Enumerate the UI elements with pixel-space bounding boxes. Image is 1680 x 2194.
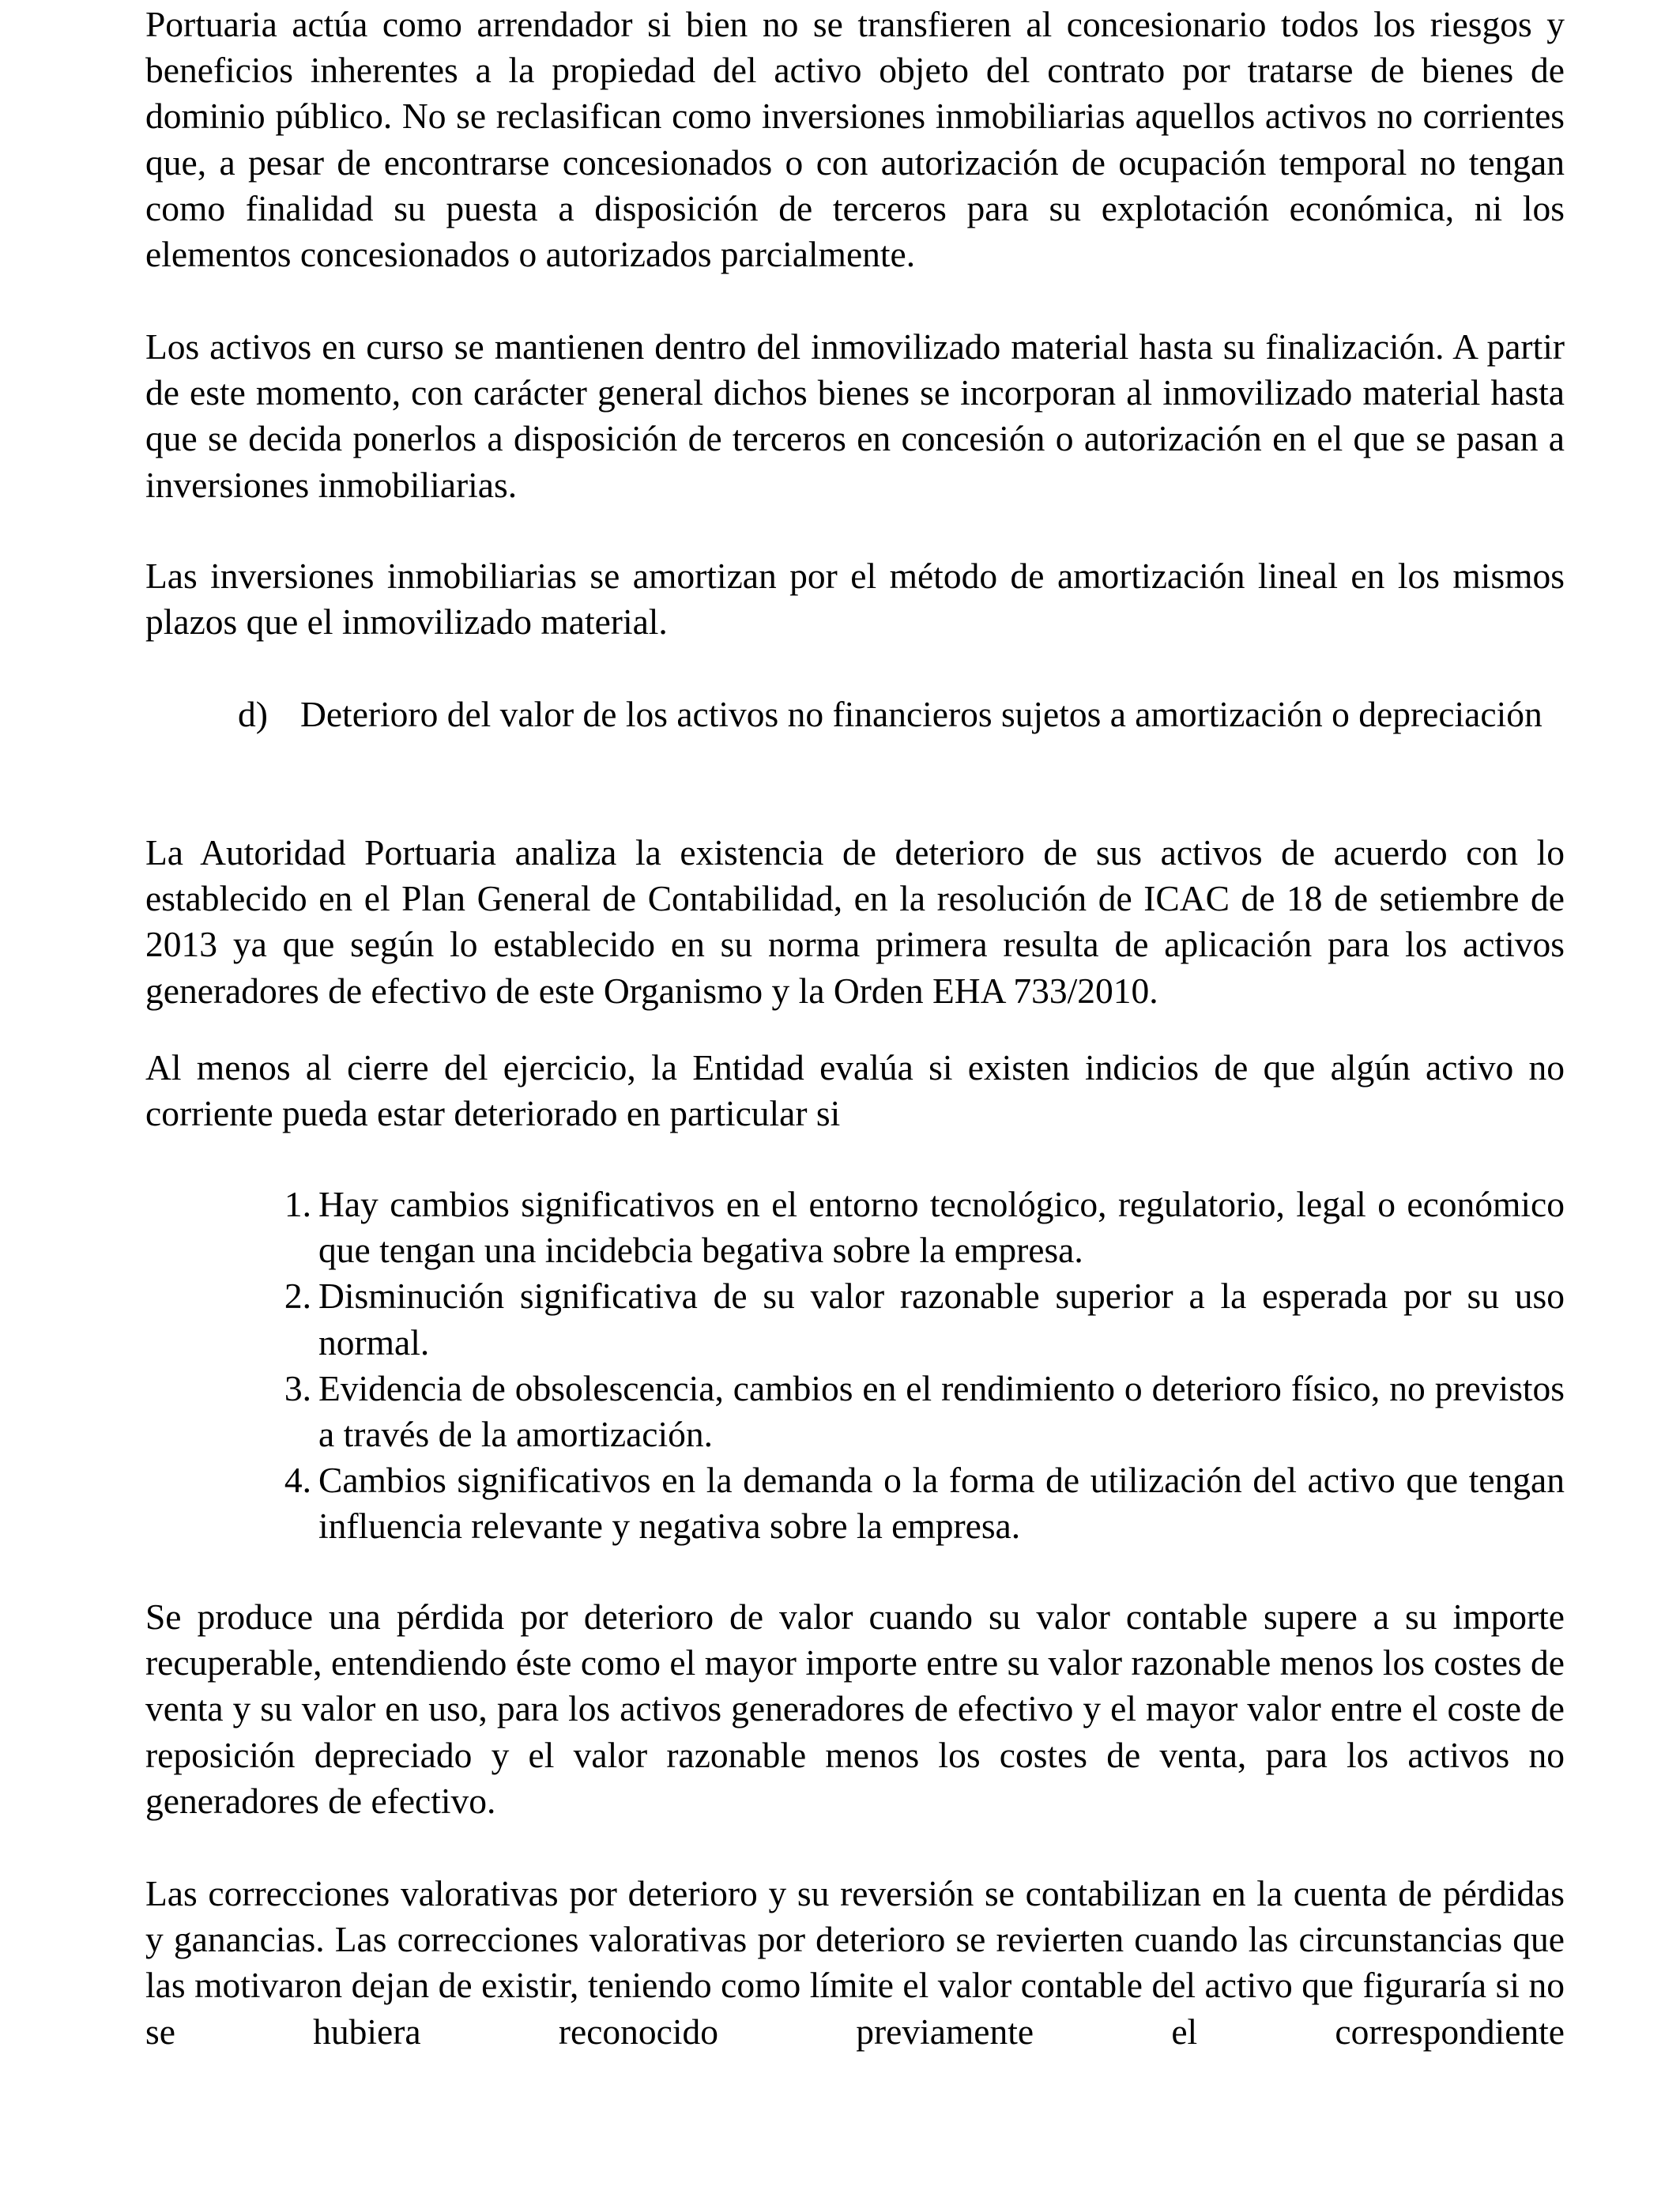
list-item-number: 4. [284,1460,311,1501]
paragraph-lease-classification [145,2,1565,277]
paragraph-valuation-corrections [145,1871,1565,2055]
list-item-text: Hay cambios significativos en el entorno tecnológico, regulatorio, legal o económico que tengan una incidebcia begativa sobre la empresa. [318,1184,1565,1271]
list-item-number: 1. [284,1184,311,1224]
list-item-number: 2. [284,1276,311,1317]
paragraph-impairment-loss [145,1594,1565,1824]
impairment-indicators-list [278,1182,1565,1550]
paragraph-amortization [145,553,1565,645]
paragraph-impairment-analysis [145,830,1565,1014]
paragraph-evaluation-intro [145,1045,1565,1137]
paragraph-text: Las inversiones inmobiliarias se amortizan por el método de amortización lineal en los mismos plazos que el inmovilizado material. [145,556,1565,643]
list-item [278,1273,1565,1365]
list-item-text: Cambios significativos en la demanda o la forma de utilización del activo que tengan influencia relevante y negativa sobre la empresa. [318,1460,1565,1547]
paragraph-text: La Autoridad Portuaria analiza la existencia de deterioro de sus activos de acuerdo con lo establecido en el Plan General de Contabilidad, en la resolución de ICAC de 18 de setiembre de 2013 ya que según lo establecido en su norma primera resulta de aplicación para los activos generadores de efectivo de este Organismo y la Orden EHA 733/2010. [145,832,1565,1011]
section-heading-marker: d) [238,694,268,734]
list-item-text: Disminución significativa de su valor razonable superior a la esperada por su uso normal. [318,1276,1565,1363]
list-item [278,1182,1565,1273]
paragraph-text: Las correcciones valorativas por deterioro y su reversión se contabilizan en la cuenta de pérdidas y ganancias. Las correcciones valorativas por deterioro se revierten cuando las circunstancias que las motivaron dejan de existir, teniendo como límite el valor contable del activo que figuraría si no se hubiera reconocido previamente el correspondiente [145,1873,1565,2052]
paragraph-text: Los activos en curso se mantienen dentro del inmovilizado material hasta su finalización. A partir de este momento, con carácter general dichos bienes se incorporan al inmovilizado material hasta que se decida ponerlos a disposición de terceros en concesión o autorización en el que se pasan a inversiones inmobiliarias. [145,326,1565,505]
section-heading-d [238,692,1565,737]
list-item-text: Evidencia de obsolescencia, cambios en el rendimiento o deterioro físico, no previstos a través de la amortización. [318,1367,1565,1455]
paragraph-text: Se produce una pérdida por deterioro de valor cuando su valor contable supere a su importe recuperable, entendiendo éste como el mayor importe entre su valor razonable menos los costes de venta y su valor en uso, para los activos generadores de efectivo y el mayor valor entre el coste de reposición depreciado y el valor razonable menos los costes de venta, para los activos no generadores de efectivo. [145,1596,1565,1821]
list-item-number: 3. [284,1367,311,1408]
paragraph-text: Al menos al cierre del ejercicio, la Entidad evalúa si existen indicios de que algún activo no corriente pueda estar deteriorado en particular si [145,1047,1565,1134]
list-item [278,1366,1565,1457]
list-item [278,1457,1565,1549]
paragraph-assets-in-progress [145,324,1565,508]
section-heading-text: Deterioro del valor de los activos no financieros sujetos a amortización o depreciación [300,694,1543,734]
paragraph-text: Portuaria actúa como arrendador si bien no se transfieren al concesionario todos los riesgos y beneficios inherentes a la propiedad del activo objeto del contrato por tratarse de bienes de dominio público. No se reclasifican como inversiones inmobiliarias aquellos activos no corrientes que, a pesar de encontrarse concesionados o con autorización de ocupación temporal no tengan como finalidad su puesta a disposición de terceros para su explotación económica, ni los elementos concesionados o autorizados parcialmente. [145,4,1565,275]
